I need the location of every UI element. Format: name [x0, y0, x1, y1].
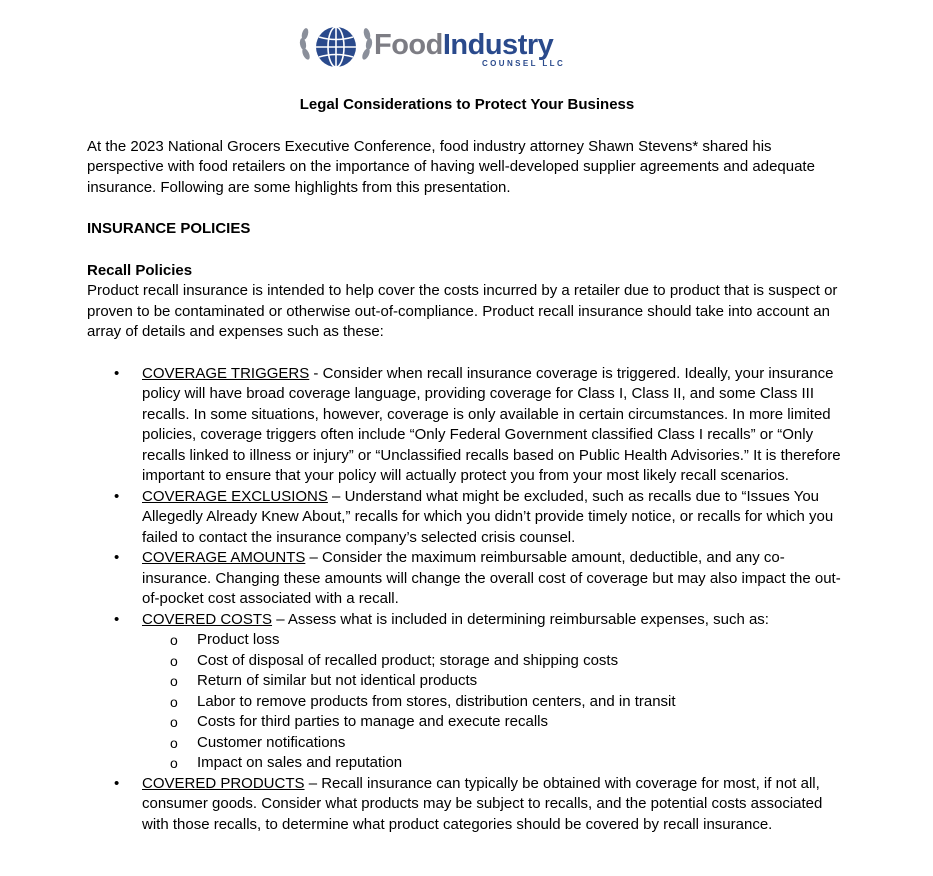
- globe-wheat-icon: [296, 24, 376, 72]
- bullet-term: COVERED PRODUCTS: [142, 774, 305, 792]
- bullet-text: - Consider when recall insurance coverage is triggered. Ideally, your insurance policy will have broad coverage language, providing coverage for Class I, Class II, and some Class III recalls. In some situations, however, coverage is only available in certain circumstances. In more limited policies, coverage triggers often include “Only Federal Government classified Class I recalls” or “Only recalls linked to illness or injury” or “Unclassified recalls based on Public Health Advisories.” It is therefore important to ensure that your policy will actually protect you from your most likely recall scenarios.: [142, 364, 841, 484]
- intro-paragraph: At the 2023 National Grocers Executive Conference, food industry attorney Shawn Stevens* shared his perspective with food retailers on the importance of having well-developed supplier agreements and adequate insurance. Following are some highlights from this presentation.: [87, 137, 815, 196]
- logo-word-industry: Industry: [442, 29, 554, 61]
- bullet-list: [87, 364, 847, 836]
- sub-item-text: Customer notifications: [197, 733, 346, 751]
- bullet-term: COVERAGE AMOUNTS: [142, 549, 306, 566]
- page-title: Legal Considerations to Protect Your Business: [299, 96, 635, 113]
- list-item: [87, 548, 847, 610]
- company-logo: [296, 24, 586, 74]
- bullet-icon: •: [114, 364, 120, 382]
- sub-item-text: Impact on sales and reputation: [197, 754, 403, 771]
- bullet-term: COVERAGE EXCLUSIONS: [142, 487, 328, 505]
- list-item: [87, 487, 847, 549]
- circle-bullet-icon: o: [170, 734, 178, 751]
- sub-list-item: [142, 712, 847, 733]
- circle-bullet-icon: o: [170, 755, 178, 771]
- logo-word-food: Food: [374, 29, 443, 61]
- sub-item-text: Costs for third parties to manage and execute recalls: [197, 713, 549, 730]
- bullet-text: – Recall insurance can typically be obtained with coverage for most, if not all, consumer goods. Consider what products may be subject to recalls, and the potential costs associated with those recalls, to determine what product categories should be covered by recall insurance.: [142, 774, 823, 833]
- sub-item-text: Product loss: [197, 631, 280, 648]
- sub-list-item: [142, 753, 847, 774]
- sub-list-item: [142, 630, 847, 651]
- subsection-body: Product recall insurance is intended to help cover the costs incurred by a retailer due to product that is suspect or proven to be contaminated or otherwise out-of-compliance. Product recall insurance should take into account an array of details and expenses such as these:: [87, 282, 838, 340]
- circle-bullet-icon: o: [170, 673, 178, 689]
- bullet-icon: •: [114, 487, 120, 505]
- sub-list-item: [142, 671, 847, 692]
- covered-costs-sublist: [142, 630, 847, 774]
- sub-item-text: Labor to remove products from stores, distribution centers, and in transit: [197, 692, 676, 710]
- bullet-text: – Understand what might be excluded, such as recalls due to “Issues You Allegedly Already Knew About,” recalls for which you didn’t provide timely notice, or recalls for which you failed to contact the insurance company’s selected crisis counsel.: [142, 487, 834, 546]
- bullet-icon: •: [114, 774, 120, 792]
- sub-list-item: [142, 651, 847, 672]
- circle-bullet-icon: o: [170, 714, 178, 730]
- section-heading: INSURANCE POLICIES: [87, 220, 251, 237]
- subsection-heading: Recall Policies: [87, 261, 193, 279]
- sub-item-text: Return of similar but not identical products: [197, 672, 478, 689]
- bullet-text: – Assess what is included in determining reimbursable expenses, such as:: [272, 610, 769, 628]
- bullet-term: COVERAGE TRIGGERS: [142, 364, 310, 382]
- circle-bullet-icon: o: [170, 632, 178, 648]
- list-item: [87, 774, 847, 836]
- circle-bullet-icon: o: [170, 693, 178, 710]
- list-item: [87, 610, 847, 774]
- bullet-text: – Consider the maximum reimbursable amount, deductible, and any co-insurance. Changing these amounts will change the overall cost of coverage but may also impact the out-of-pocket cost associated with a recall.: [142, 549, 841, 607]
- logo-subtitle: COUNSEL LLC: [482, 59, 566, 68]
- bullet-term: COVERED COSTS: [142, 610, 273, 628]
- sub-item-text: Cost of disposal of recalled product; storage and shipping costs: [197, 651, 619, 669]
- logo-wordmark: [374, 28, 553, 62]
- circle-bullet-icon: o: [170, 652, 178, 669]
- bullet-icon: •: [114, 610, 120, 628]
- bullet-icon: •: [114, 549, 120, 566]
- document-body: [87, 95, 847, 835]
- sub-list-item: [142, 733, 847, 754]
- list-item: [87, 364, 847, 487]
- sub-list-item: [142, 692, 847, 713]
